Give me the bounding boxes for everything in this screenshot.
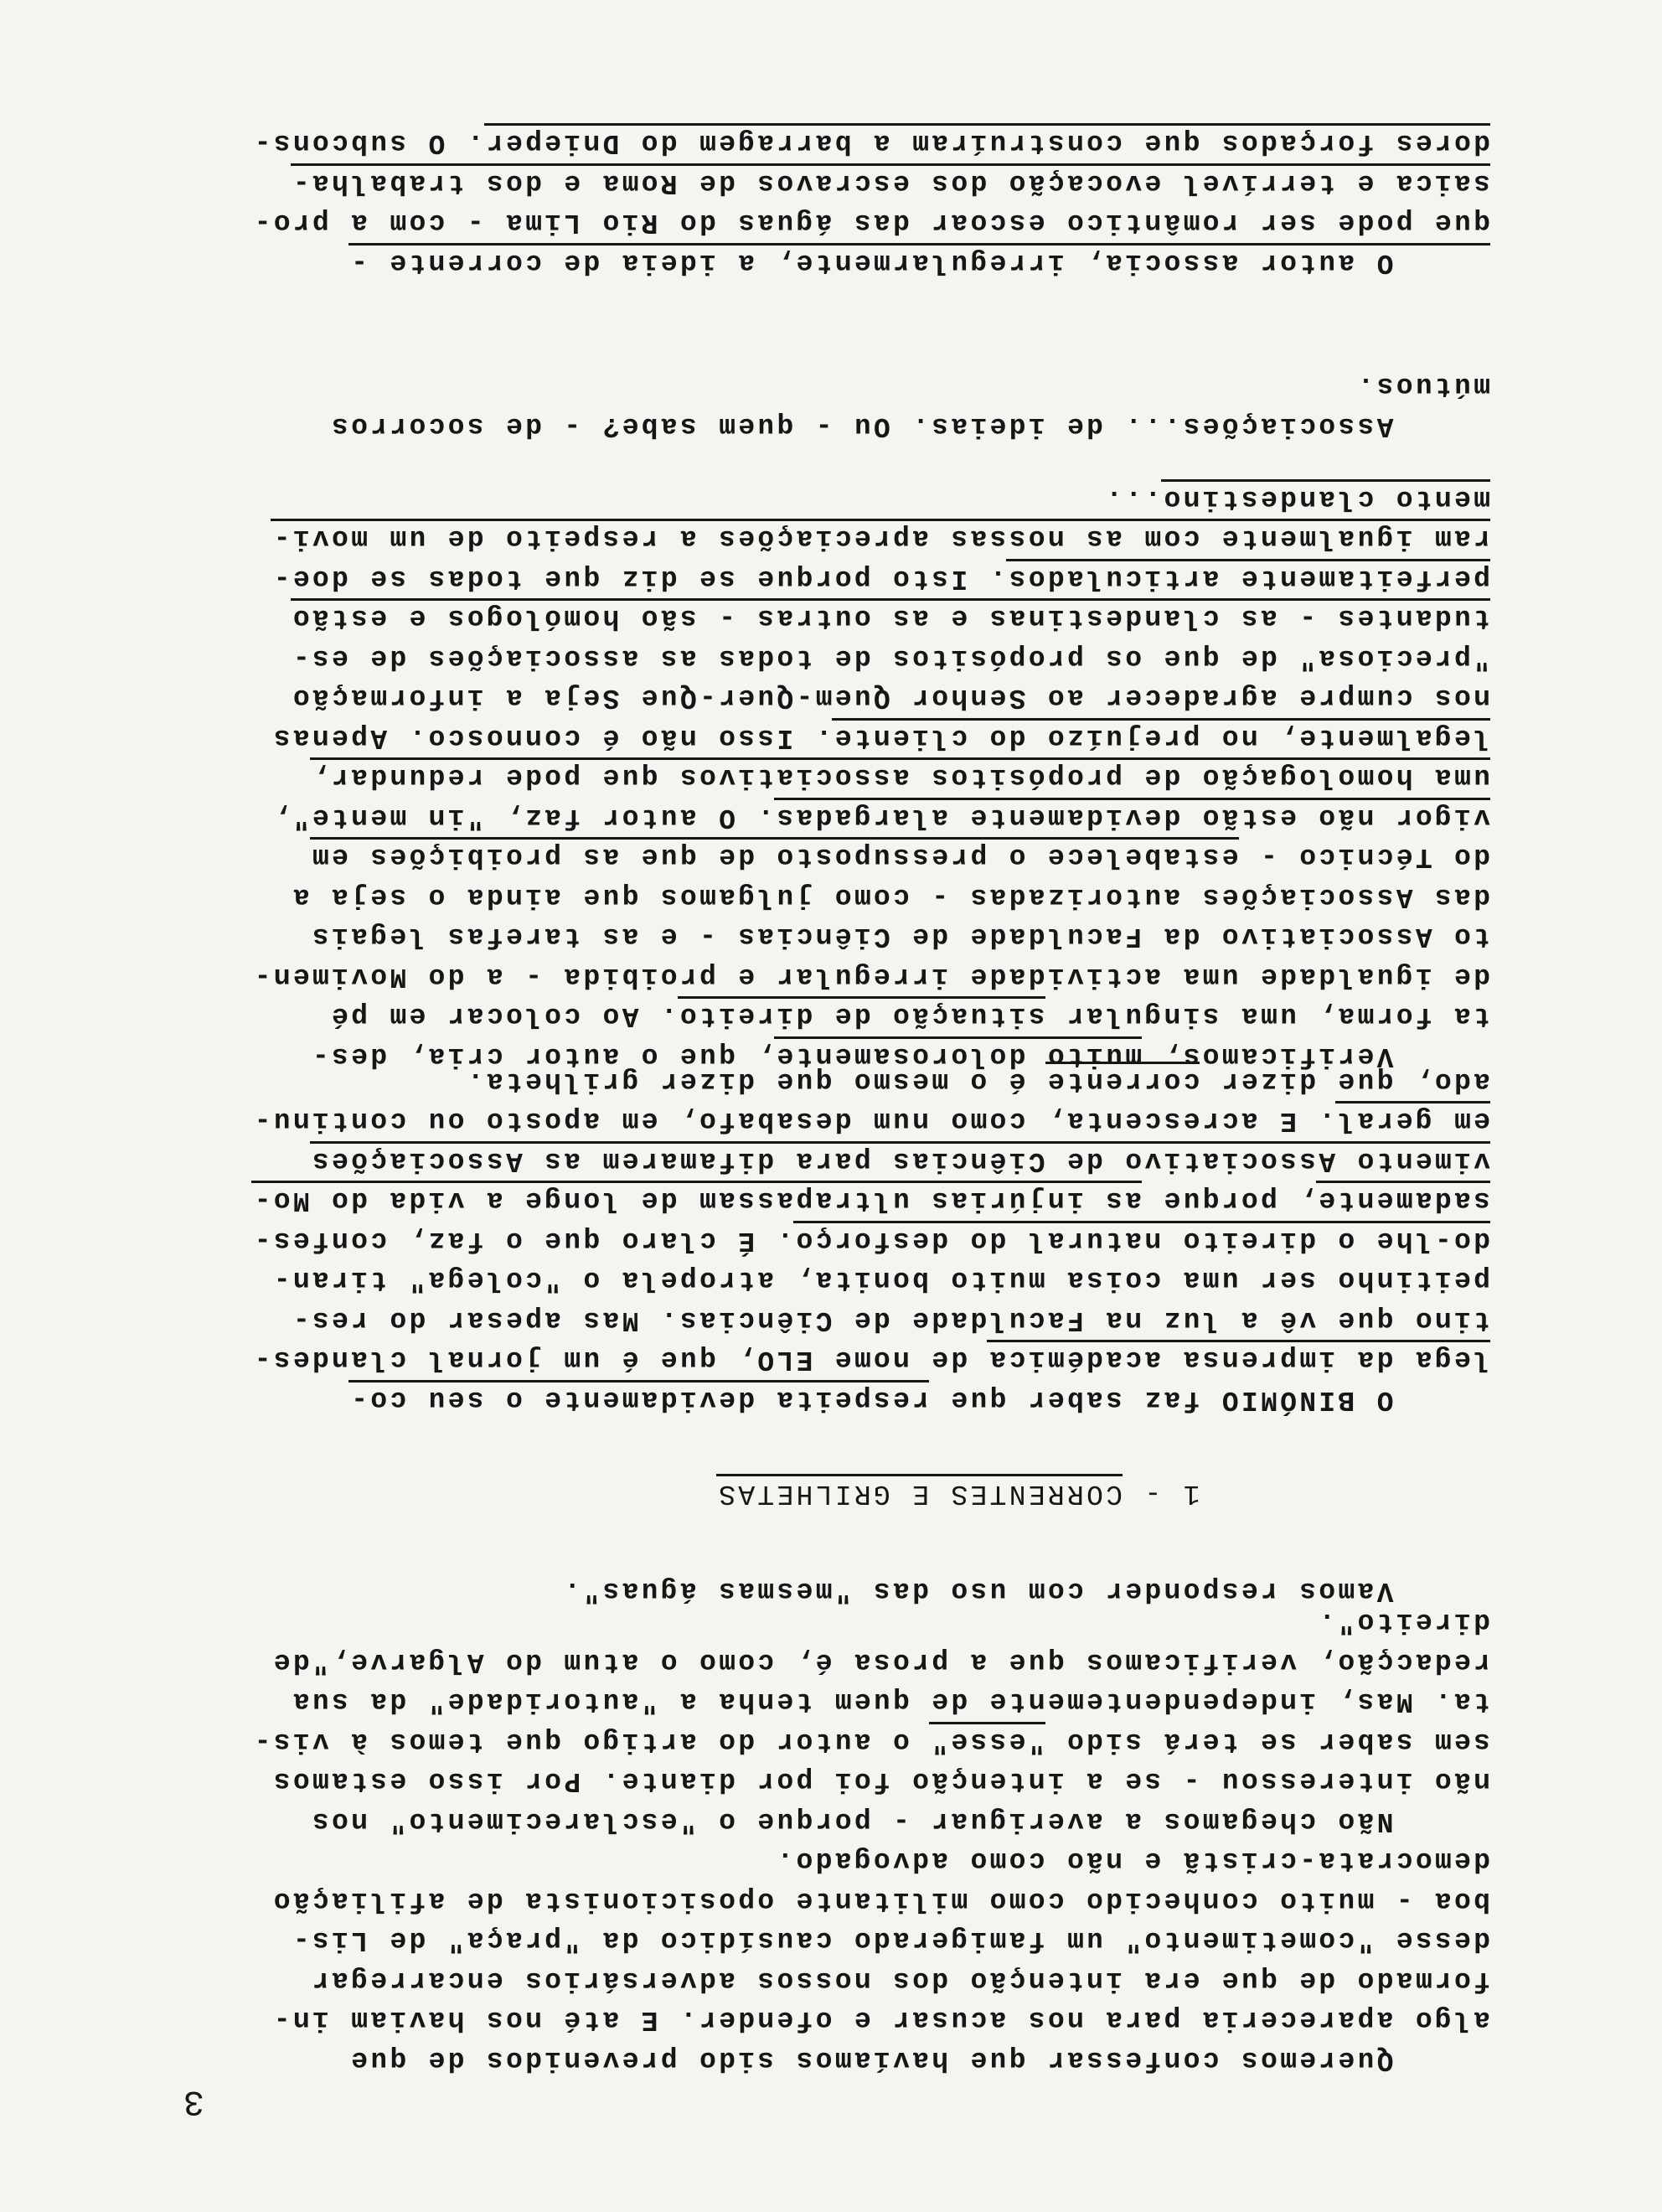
text-segment: . Isso não é connosco. Apenas xyxy=(271,722,833,753)
text-line xyxy=(291,1303,1490,1336)
text-line xyxy=(291,166,1490,199)
underlined-text: "esse" xyxy=(929,1722,1045,1757)
text-line xyxy=(291,641,1490,674)
underlined-text: uma homologação de propósitos associativos que pode redundar, xyxy=(310,758,1490,793)
text-segment: , porque xyxy=(1142,1185,1317,1217)
text-line xyxy=(271,1765,1490,1798)
underlined-text: em geral xyxy=(1335,1102,1490,1137)
text-segment: . E acrescenta, como num desabafo, em aposto ou continu- xyxy=(251,1105,1336,1137)
text-line xyxy=(310,1804,1490,1837)
text-line xyxy=(271,1645,1490,1678)
text-line xyxy=(291,880,1490,913)
text-line xyxy=(348,245,1490,279)
underlined-text: dores forçados que construíram a barragem do Dnieper xyxy=(484,124,1490,159)
text-line xyxy=(561,1574,1490,1607)
underlined-text: tudantes - as clandestinas e as outras - são homólogos e estão xyxy=(291,599,1490,634)
underlined-text: respeita devidamente o seu co- xyxy=(348,1380,929,1415)
text-line xyxy=(774,1844,1490,1878)
text-segment: direito". xyxy=(1316,1606,1490,1638)
underlined-text: do-lhe o direito natural do desforço xyxy=(793,1221,1490,1256)
text-line xyxy=(251,206,1490,240)
text-line xyxy=(251,959,1490,993)
text-segment: das Associações autorizadas - como julgamos que ainda o seja a xyxy=(290,881,1490,912)
underlined-text: lega da imprensa académica xyxy=(987,1341,1490,1376)
text-line xyxy=(271,800,1490,834)
text-segment: . O subcons- xyxy=(251,127,484,159)
section-heading xyxy=(716,1476,1490,1510)
text-line xyxy=(310,920,1490,954)
text-segment: . O autor faz, "in mente", xyxy=(271,802,775,833)
text-segment: é o mesmo que dizer grilheta. xyxy=(464,1066,1045,1097)
text-segment: nos cumpre agradecer ao Senhor Quem-Quer-Que Seja a informação xyxy=(290,682,1490,714)
text-line xyxy=(1355,370,1490,403)
text-segment: Verificamos, xyxy=(1142,1041,1490,1072)
text-line xyxy=(1103,482,1490,515)
text-line xyxy=(251,1343,1490,1377)
underlined-text: muito dolorosamente xyxy=(774,1036,1142,1072)
text-segment: boa - muito conhecido como militante oposicionista de afiliação xyxy=(271,1885,1490,1916)
text-segment: ... xyxy=(1102,483,1162,514)
text-segment: mútuos. xyxy=(1355,370,1490,402)
underlined-text: ram igualmente com as nossas apreciações a respeito de um movi- xyxy=(271,519,1490,555)
underlined-text: mento clandestino xyxy=(1161,479,1490,514)
text-line xyxy=(329,409,1490,442)
text-segment: . Ao colocar em pé xyxy=(328,1000,678,1032)
text-segment: . Isto porque se diz que todas se doe- xyxy=(271,563,1007,594)
text-segment: o autor do artigo que temos à vis- xyxy=(251,1726,929,1757)
text-segment: de igualdade uma actividade irregular e proibida - a do Movimen- xyxy=(251,961,1490,992)
text-line xyxy=(291,602,1490,635)
underlined-text: corrente xyxy=(1045,1062,1200,1097)
underlined-text: estabelece o pressuposto de que as proibições em xyxy=(310,838,1239,873)
text-line xyxy=(291,681,1490,715)
underlined-text: sadamente xyxy=(1316,1181,1490,1217)
text-segment: 1 - xyxy=(1123,1478,1490,1509)
underlined-text: perfeitamente articulados xyxy=(1006,559,1490,594)
text-line xyxy=(310,1963,1490,1997)
text-line xyxy=(348,1382,1490,1416)
underlined-text: CORRENTES E GRILHETAS xyxy=(716,1474,1123,1509)
text-segment: O BINÓMIO faz saber que xyxy=(929,1384,1490,1415)
text-line xyxy=(291,1685,1490,1718)
text-segment: , que o autor cria, des- xyxy=(309,1041,775,1072)
underlined-text: vigor não estão devidamente alargadas xyxy=(774,798,1490,833)
text-segment: Associações... de ideias. Ou - quem sabe? - de socorros xyxy=(328,411,1490,442)
text-line xyxy=(251,1184,1490,1217)
text-segment: desse "cometimento" um famigerado causídico da "praça" de Lis- xyxy=(290,1925,1490,1956)
underlined-text: legalmente, no prejuízo do cliente xyxy=(832,718,1490,753)
text-line xyxy=(271,2003,1490,2037)
text-segment: tino que vê a luz na Faculdade de Ciências. Mas apesar do res- xyxy=(290,1305,1490,1336)
text-line xyxy=(251,1104,1490,1138)
text-line xyxy=(271,1884,1490,1917)
text-segment: algo apareceria para nos acusar e ofender. E até nos haviam in- xyxy=(271,2004,1490,2036)
text-line xyxy=(310,1039,1490,1072)
text-line xyxy=(310,840,1490,874)
text-line xyxy=(310,1144,1490,1177)
text-segment: Não chegamos a averiguar - porque o "esclarecimento" nos xyxy=(309,1806,1490,1837)
underlined-text: O autor associa, irregularmente, a ideia de corrente - xyxy=(348,243,1490,278)
text-line xyxy=(251,1223,1490,1257)
text-segment: . É claro que o faz, confes- xyxy=(251,1225,794,1256)
text-line xyxy=(251,127,1490,160)
text-segment: "preciosa" de que os propósitos de todas as associações de es- xyxy=(290,643,1490,674)
text-line xyxy=(251,1724,1490,1758)
text-segment: não interessou - se a intenção foi por diante. Por isso estamos xyxy=(271,1765,1490,1797)
page-number: 3 xyxy=(183,2081,204,2122)
underlined-text: vimento Associativo de Ciências para difamarem as Associações xyxy=(310,1141,1490,1176)
text-line xyxy=(291,1924,1490,1957)
underlined-text: saica e terrível evocação dos escravos de Roma e dos trabalha- xyxy=(291,163,1490,199)
text-segment: redacção, verificamos que a prosa é, como o atum do Algarve,"de xyxy=(271,1646,1490,1677)
text-segment: ado, que dizer xyxy=(1200,1066,1490,1097)
text-segment: formado de que era intenção dos nossos adversários encarregar xyxy=(309,1965,1490,1996)
underlined-text: situação de direito xyxy=(678,997,1045,1032)
text-segment: democrata-cristã e não como advogado. xyxy=(774,1845,1490,1877)
text-segment: sem saber se terá sido xyxy=(1045,1726,1490,1757)
text-line xyxy=(271,721,1490,754)
text-segment: peitinho ser uma coisa muito bonita, atropela o "colega" tiran- xyxy=(271,1264,1490,1296)
text-segment: Queremos confessar que havíamos sido prevenidos de que xyxy=(348,2044,1490,2075)
underlined-text: as injúrias ultrapassam de longe a vida do Mo- xyxy=(251,1181,1142,1217)
text-line xyxy=(329,1000,1490,1033)
text-segment: ta. Mas, independentemente de quem tenha a "autoridade" da sua xyxy=(290,1686,1490,1718)
text-segment: de nome ELO, que é um jornal clandes- xyxy=(251,1344,988,1376)
text-line xyxy=(271,1264,1490,1297)
text-line xyxy=(348,2043,1490,2076)
text-segment: do Técnico - xyxy=(1238,841,1490,873)
text-line xyxy=(310,761,1490,794)
text-segment: ta forma, uma singular xyxy=(1045,1000,1490,1032)
text-line xyxy=(271,522,1490,556)
text-segment: to Associativo da Faculdade de Ciências - e as tarefas legais xyxy=(309,921,1490,953)
text-line xyxy=(1316,1605,1490,1639)
text-line xyxy=(271,561,1490,595)
text-segment: Vamos responder com uso das "mesmas águas". xyxy=(561,1575,1490,1606)
text-segment: que pode ser romântico escoar das águas do Rio Lima - com a pro- xyxy=(251,207,1490,239)
